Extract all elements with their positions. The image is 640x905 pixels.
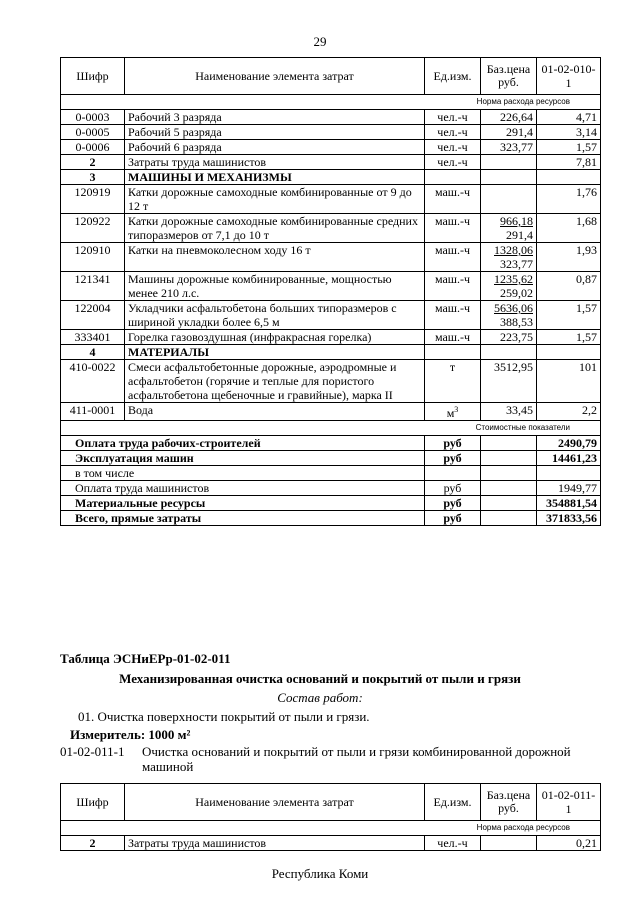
row-price: 3512,95 [481,360,537,403]
row-price: 291,4 [481,125,537,140]
summary-unit: руб [425,436,481,451]
summary-row [61,436,601,451]
table-header [61,58,601,95]
row-unit: маш.-ч [425,272,481,301]
table-row [61,345,601,360]
summary-name: Оплата труда машинистов [61,481,425,496]
table-row [61,140,601,155]
summary-price [481,466,537,481]
row-code: 122004 [61,301,125,330]
norm-label: Норма расхода ресурсов [61,95,601,110]
table-title: Таблица ЭСНиЕРр-01-02-011 [60,651,231,666]
row-unit [425,170,481,185]
table-row [61,301,601,330]
norm-label: Норма расхода ресурсов [61,821,601,836]
header-norm: 01-02-010-1 [537,58,601,95]
summary-value: 354881,54 [537,496,601,511]
header-code: Шифр [61,58,125,95]
table-row [61,360,601,403]
row-value: 1,57 [537,140,601,155]
table-row [61,125,601,140]
summary-price [481,436,537,451]
row-name: Рабочий 6 разряда [125,140,425,155]
summary-unit [425,466,481,481]
row-price [481,214,537,243]
row-unit: $м^3$ [425,403,481,421]
row-unit: маш.-ч [425,185,481,214]
price-underlined: 1328,06 [494,243,533,257]
row-unit: маш.-ч [425,301,481,330]
row-unit: маш.-ч [425,214,481,243]
row-name: Затраты труда машинистов [125,155,425,170]
summary-value: 14461,23 [537,451,601,466]
row-name: Рабочий 3 разряда [125,110,425,125]
row-price [481,155,537,170]
table-row [61,272,601,301]
summary-value: 371833,56 [537,511,601,526]
row-name: Катки дорожные самоходные комбинированные от 9 до 12 т [125,185,425,214]
row-price [481,243,537,272]
header-unit: Ед.изм. [425,784,481,821]
measure-unit: Измеритель: 1000 м² [70,727,191,742]
header-name: Наименование элемента затрат [125,58,425,95]
row-code: 120919 [61,185,125,214]
row-value: 2,2 [537,403,601,421]
row-unit: т [425,360,481,403]
row-code: 0-0005 [61,125,125,140]
summary-price [481,451,537,466]
norm-label-row [61,821,601,836]
row-code: 120922 [61,214,125,243]
table-row [61,243,601,272]
table-body [61,110,601,421]
row-unit: маш.-ч [425,243,481,272]
table-row [61,170,601,185]
header-norm: 01-02-011-1 [537,784,601,821]
work-row-description: Очистка оснований и покрытий от пыли и грязи комбинированной дорожной машиной [142,744,571,774]
row-value [537,345,601,360]
row-value: 1,57 [537,301,601,330]
row-name: МАТЕРИАЛЫ [125,345,425,360]
row-unit: чел.-ч [425,836,481,851]
row-unit: чел.-ч [425,155,481,170]
row-price: 223,75 [481,330,537,345]
row-code: 120910 [61,243,125,272]
summary-price [481,511,537,526]
row-name: Смеси асфальтобетонные дорожные, аэродромные и асфальтобетон (горячие и теплые для пористого асфальтобетона щебеночные и гравийные), марка II [125,360,425,403]
summary-unit: руб [425,511,481,526]
work-item: 01. Очистка поверхности покрытий от пыли и грязи. [78,709,370,724]
price-underlined: 1235,62 [494,272,533,286]
summary-price [481,496,537,511]
row-name: МАШИНЫ И МЕХАНИЗМЫ [125,170,425,185]
price-underlined: 966,18 [500,214,533,228]
resource-table-2 [60,783,601,851]
row-code: 121341 [61,272,125,301]
row-value: 3,14 [537,125,601,140]
header-price: Баз.цена руб. [481,784,537,821]
row-value: 1,68 [537,214,601,243]
row-name: Катки дорожные самоходные комбинированные средних типоразмеров от 7,1 до 10 т [125,214,425,243]
summary-body [61,436,601,526]
summary-unit: руб [425,496,481,511]
row-code: 0-0003 [61,110,125,125]
summary-name: Всего, прямые затраты [61,511,425,526]
row-code: 411-0001 [61,403,125,421]
row-value: 0,87 [537,272,601,301]
row-name: Рабочий 5 разряда [125,125,425,140]
row-unit: маш.-ч [425,330,481,345]
table-header [61,784,601,821]
table-row [61,330,601,345]
summary-row [61,511,601,526]
row-value: 4,71 [537,110,601,125]
table-row [61,110,601,125]
table-row [61,155,601,170]
row-name: Затраты труда машинистов [125,836,425,851]
price-secondary: 259,02 [500,286,533,300]
summary-value [537,466,601,481]
section-subtitle: Механизированная очистка оснований и покрытий от пыли и грязи [119,671,521,686]
table-row [61,836,601,851]
row-price: 33,45 [481,403,537,421]
summary-unit: руб [425,481,481,496]
resource-table-1 [60,57,601,526]
row-value: 7,81 [537,155,601,170]
row-price [481,836,537,851]
header-unit: Ед.изм. [425,58,481,95]
row-code: 2 [61,155,125,170]
summary-name: Оплата труда рабочих-строителей [61,436,425,451]
row-value [537,170,601,185]
row-code: 3 [61,170,125,185]
row-code: 410-0022 [61,360,125,403]
page-number: 29 [313,34,327,49]
row-value: 1,76 [537,185,601,214]
row-value: 0,21 [537,836,601,851]
footer-region: Республика Коми [271,866,369,881]
row-unit: чел.-ч [425,140,481,155]
row-name: Катки на пневмоколесном ходу 16 т [125,243,425,272]
row-price [481,345,537,360]
row-price [481,301,537,330]
price-underlined: 5636,06 [494,301,533,315]
summary-row [61,466,601,481]
table-row [61,403,601,421]
cost-label: Стоимостные показатели [61,421,601,436]
summary-name: Эксплуатация машин [61,451,425,466]
norm-label-row [61,95,601,110]
summary-row [61,451,601,466]
row-unit: чел.-ч [425,125,481,140]
summary-row [61,496,601,511]
summary-value: 2490,79 [537,436,601,451]
summary-value: 1949,77 [537,481,601,496]
row-price: 323,77 [481,140,537,155]
row-unit: чел.-ч [425,110,481,125]
row-code: 2 [61,836,125,851]
row-code: 4 [61,345,125,360]
summary-price [481,481,537,496]
cost-label-row [61,421,601,436]
row-value: 1,93 [537,243,601,272]
header-code: Шифр [61,784,125,821]
work-row-code: 01-02-011-1 [60,744,125,759]
price-secondary: 291,4 [506,228,533,242]
summary-name: в том числе [61,466,425,481]
summary-unit: руб [425,451,481,466]
row-price [481,170,537,185]
summary-row [61,481,601,496]
row-price [481,185,537,214]
table-row [61,214,601,243]
row-value: 1,57 [537,330,601,345]
row-price: 226,64 [481,110,537,125]
row-code: 0-0006 [61,140,125,155]
composition-heading: Состав работ: [277,690,363,705]
row-name: Вода [125,403,425,421]
summary-name: Материальные ресурсы [61,496,425,511]
table-row [61,185,601,214]
row-name: Укладчики асфальтобетона больших типоразмеров с шириной укладки более 6,5 м [125,301,425,330]
row-code: 333401 [61,330,125,345]
row-name: Машины дорожные комбинированные, мощностью менее 210 л.с. [125,272,425,301]
row-unit [425,345,481,360]
row-name: Горелка газовоздушная (инфракрасная горелка) [125,330,425,345]
row-price [481,272,537,301]
row-value: 101 [537,360,601,403]
header-name: Наименование элемента затрат [125,784,425,821]
price-secondary: 388,53 [500,315,533,329]
header-price: Баз.цена руб. [481,58,537,95]
price-secondary: 323,77 [500,257,533,271]
